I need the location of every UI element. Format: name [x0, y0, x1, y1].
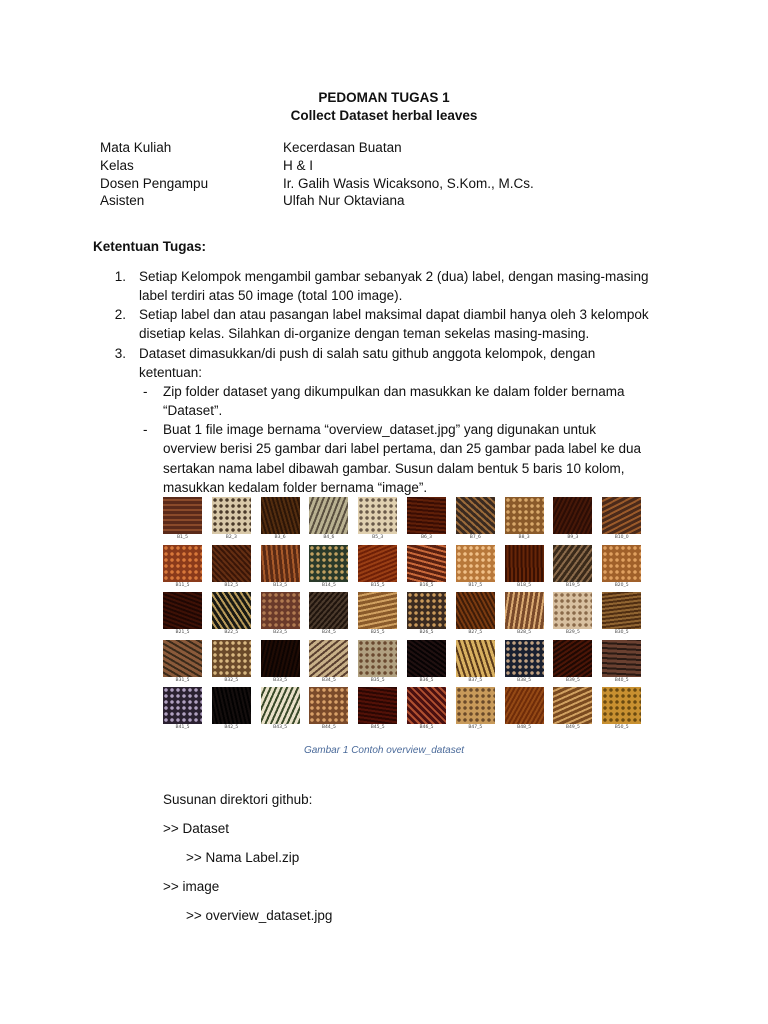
thumbnail-label: B44_5 [321, 725, 336, 730]
thumbnail-label: B42_5 [224, 725, 239, 730]
list-item-line: Dataset dimasukkan/di push di salah satu github anggota kelompok, dengan [139, 346, 596, 361]
thumbnail-label: B27_5 [468, 630, 483, 635]
thumbnail-label: B29_5 [565, 630, 580, 635]
dataset-thumbnail [261, 497, 300, 534]
thumbnail-label: B30_5 [614, 630, 629, 635]
dataset-thumbnail [505, 545, 544, 582]
info-label: Asisten [100, 193, 145, 208]
list-item-line: label terdiri atas 50 image (total 100 image). [139, 288, 403, 303]
dataset-thumbnail [358, 497, 397, 534]
thumbnail-label: B32_5 [224, 677, 239, 683]
thumbnail-label: B46_5 [419, 725, 434, 730]
thumbnail-label: B21_5 [175, 630, 190, 635]
dataset-thumbnail [456, 640, 495, 677]
thumbnail-label: B5_3 [372, 535, 384, 540]
thumbnail-label: B34_5 [321, 677, 336, 683]
thumbnail-label: B23_5 [273, 630, 288, 635]
sub-item-dash: - [143, 384, 148, 399]
dataset-thumbnail [553, 640, 592, 677]
thumbnail-label: B35_5 [370, 677, 385, 683]
dataset-thumbnail [553, 497, 592, 534]
thumbnail-label: B16_5 [419, 582, 434, 588]
dataset-thumbnail [407, 687, 446, 724]
dataset-thumbnail [163, 687, 202, 724]
item-number: 1. [114, 269, 126, 284]
thumbnail-label: B38_5 [517, 677, 532, 683]
thumbnail-label: B18_5 [517, 582, 532, 588]
thumbnail-label: B26_5 [419, 630, 434, 635]
dataset-thumbnail [456, 687, 495, 724]
thumbnail-label: B50_5 [614, 725, 629, 730]
dataset-thumbnail [456, 545, 495, 582]
dataset-thumbnail [553, 545, 592, 582]
sub-item-line: masukkan kedalam folder bernama “image”. [163, 480, 428, 495]
thumbnail-label: B12_5 [224, 582, 239, 588]
page-title: PEDOMAN TUGAS 1 [318, 90, 450, 105]
dataset-thumbnail [358, 592, 397, 629]
directory-line: >> Dataset [163, 821, 230, 836]
thumbnail-label: B2_3 [225, 535, 237, 540]
dataset-thumbnail [505, 640, 544, 677]
list-item-line: Setiap Kelompok mengambil gambar sebanyak 2 (dua) label, dengan masing-masing [139, 269, 649, 284]
thumbnail-label: B9_3 [567, 535, 579, 540]
dataset-thumbnail [553, 687, 592, 724]
thumbnail-label: B15_5 [370, 582, 385, 588]
thumbnail-label: B17_5 [468, 582, 483, 588]
info-value: Kecerdasan Buatan [283, 140, 402, 155]
list-item-line: Setiap label dan atau pasangan label maksimal dapat diambil hanya oleh 3 kelompok [139, 307, 649, 322]
thumbnail-label: B7_6 [469, 535, 481, 540]
dataset-thumbnail [261, 592, 300, 629]
section-title: Ketentuan Tugas: [93, 239, 207, 254]
thumbnail-label: B41_5 [175, 725, 190, 730]
thumbnail-label: B11_5 [175, 582, 190, 588]
dataset-thumbnail [163, 592, 202, 629]
thumbnail-label: B8_3 [518, 535, 530, 540]
dataset-thumbnail [505, 592, 544, 629]
dataset-thumbnail [309, 592, 348, 629]
dataset-thumbnail [602, 640, 641, 677]
thumbnail-label: B10_0 [614, 535, 629, 540]
dataset-thumbnail [309, 545, 348, 582]
dataset-thumbnail [212, 592, 251, 629]
dataset-thumbnail [602, 592, 641, 629]
dataset-thumbnail [407, 497, 446, 534]
thumbnail-label: B40_5 [614, 677, 629, 683]
dataset-thumbnail [358, 640, 397, 677]
thumbnail-label: B4_6 [323, 535, 335, 540]
thumbnail-label: B36_5 [419, 677, 434, 683]
item-number: 3. [114, 346, 126, 361]
sub-item-line: Zip folder dataset yang dikumpulkan dan masukkan ke dalam folder bernama [163, 384, 625, 399]
directory-line: >> overview_dataset.jpg [186, 908, 333, 923]
info-value: Ulfah Nur Oktaviana [283, 193, 405, 208]
dataset-thumbnail [358, 545, 397, 582]
info-label: Dosen Pengampu [100, 176, 209, 191]
info-value: Ir. Galih Wasis Wicaksono, S.Kom., M.Cs. [283, 176, 534, 191]
thumbnail-label: B20_5 [614, 582, 629, 588]
directory-line: >> Nama Label.zip [186, 850, 300, 865]
thumbnail-label: B43_5 [273, 725, 288, 730]
thumbnail-label: B19_5 [565, 582, 580, 588]
dataset-thumbnail [456, 592, 495, 629]
list-item-line: ketentuan: [139, 365, 203, 380]
dataset-thumbnail [163, 545, 202, 582]
dataset-thumbnail [212, 640, 251, 677]
dataset-thumbnail [212, 687, 251, 724]
overview-dataset-image [163, 497, 651, 735]
thumbnail-label: B31_5 [175, 677, 190, 683]
dataset-thumbnail [163, 497, 202, 534]
sub-item-line: overview berisi 25 gambar dari label pertama, dan 25 gambar pada label ke dua [163, 441, 642, 456]
thumbnail-label: B22_5 [224, 630, 239, 635]
thumbnail-label: B25_5 [370, 630, 385, 635]
thumbnail-label: B28_5 [517, 630, 532, 635]
directory-heading: Susunan direktori github: [163, 792, 313, 807]
thumbnail-label: B33_5 [273, 677, 288, 683]
dataset-thumbnail [456, 497, 495, 534]
dataset-thumbnail [407, 545, 446, 582]
dataset-thumbnail [261, 687, 300, 724]
dataset-thumbnail [505, 497, 544, 534]
thumbnail-label: B1_5 [176, 535, 189, 540]
info-value: H & I [283, 158, 314, 173]
dataset-thumbnail [602, 687, 641, 724]
dataset-thumbnail [212, 545, 251, 582]
sub-item-dash: - [143, 422, 148, 437]
dataset-thumbnail [309, 497, 348, 534]
directory-line: >> image [163, 879, 220, 894]
dataset-thumbnail [602, 545, 641, 582]
dataset-thumbnail [407, 592, 446, 629]
sub-item-line: Buat 1 file image bernama “overview_dataset.jpg” yang digunakan untuk [163, 422, 597, 437]
thumbnail-label: B48_5 [517, 725, 532, 730]
dataset-thumbnail [261, 545, 300, 582]
info-label: Mata Kuliah [100, 140, 172, 155]
list-item-line: disetiap kelas. Silahkan di-organize dengan teman sekelas masing-masing. [139, 326, 590, 341]
dataset-thumbnail [309, 640, 348, 677]
thumbnail-label: B49_5 [565, 725, 580, 730]
dataset-thumbnail [358, 687, 397, 724]
thumbnail-label: B37_5 [468, 677, 483, 683]
dataset-thumbnail [163, 640, 202, 677]
thumbnail-label: B3_6 [274, 535, 286, 540]
dataset-thumbnail [553, 592, 592, 629]
info-label: Kelas [100, 158, 134, 173]
thumbnail-label: B6_3 [420, 535, 433, 540]
thumbnail-label: B14_5 [321, 582, 336, 588]
dataset-thumbnail [602, 497, 641, 534]
dataset-thumbnail [261, 640, 300, 677]
dataset-thumbnail [505, 687, 544, 724]
page-subtitle: Collect Dataset herbal leaves [290, 108, 478, 123]
sub-item-line: “Dataset”. [163, 403, 223, 418]
thumbnail-label: B39_5 [565, 677, 580, 683]
thumbnail-label: B45_5 [370, 725, 385, 730]
dataset-thumbnail [309, 687, 348, 724]
sub-item-line: sertakan nama label dibawah gambar. Susun dalam bentuk 5 baris 10 kolom, [163, 461, 625, 476]
dataset-thumbnail [407, 640, 446, 677]
thumbnail-label: B24_5 [321, 630, 336, 635]
dataset-thumbnail [212, 497, 251, 534]
figure-caption: Gambar 1 Contoh overview_dataset [303, 745, 465, 756]
item-number: 2. [114, 307, 126, 322]
thumbnail-label: B47_5 [468, 725, 483, 730]
thumbnail-label: B13_5 [273, 582, 288, 588]
